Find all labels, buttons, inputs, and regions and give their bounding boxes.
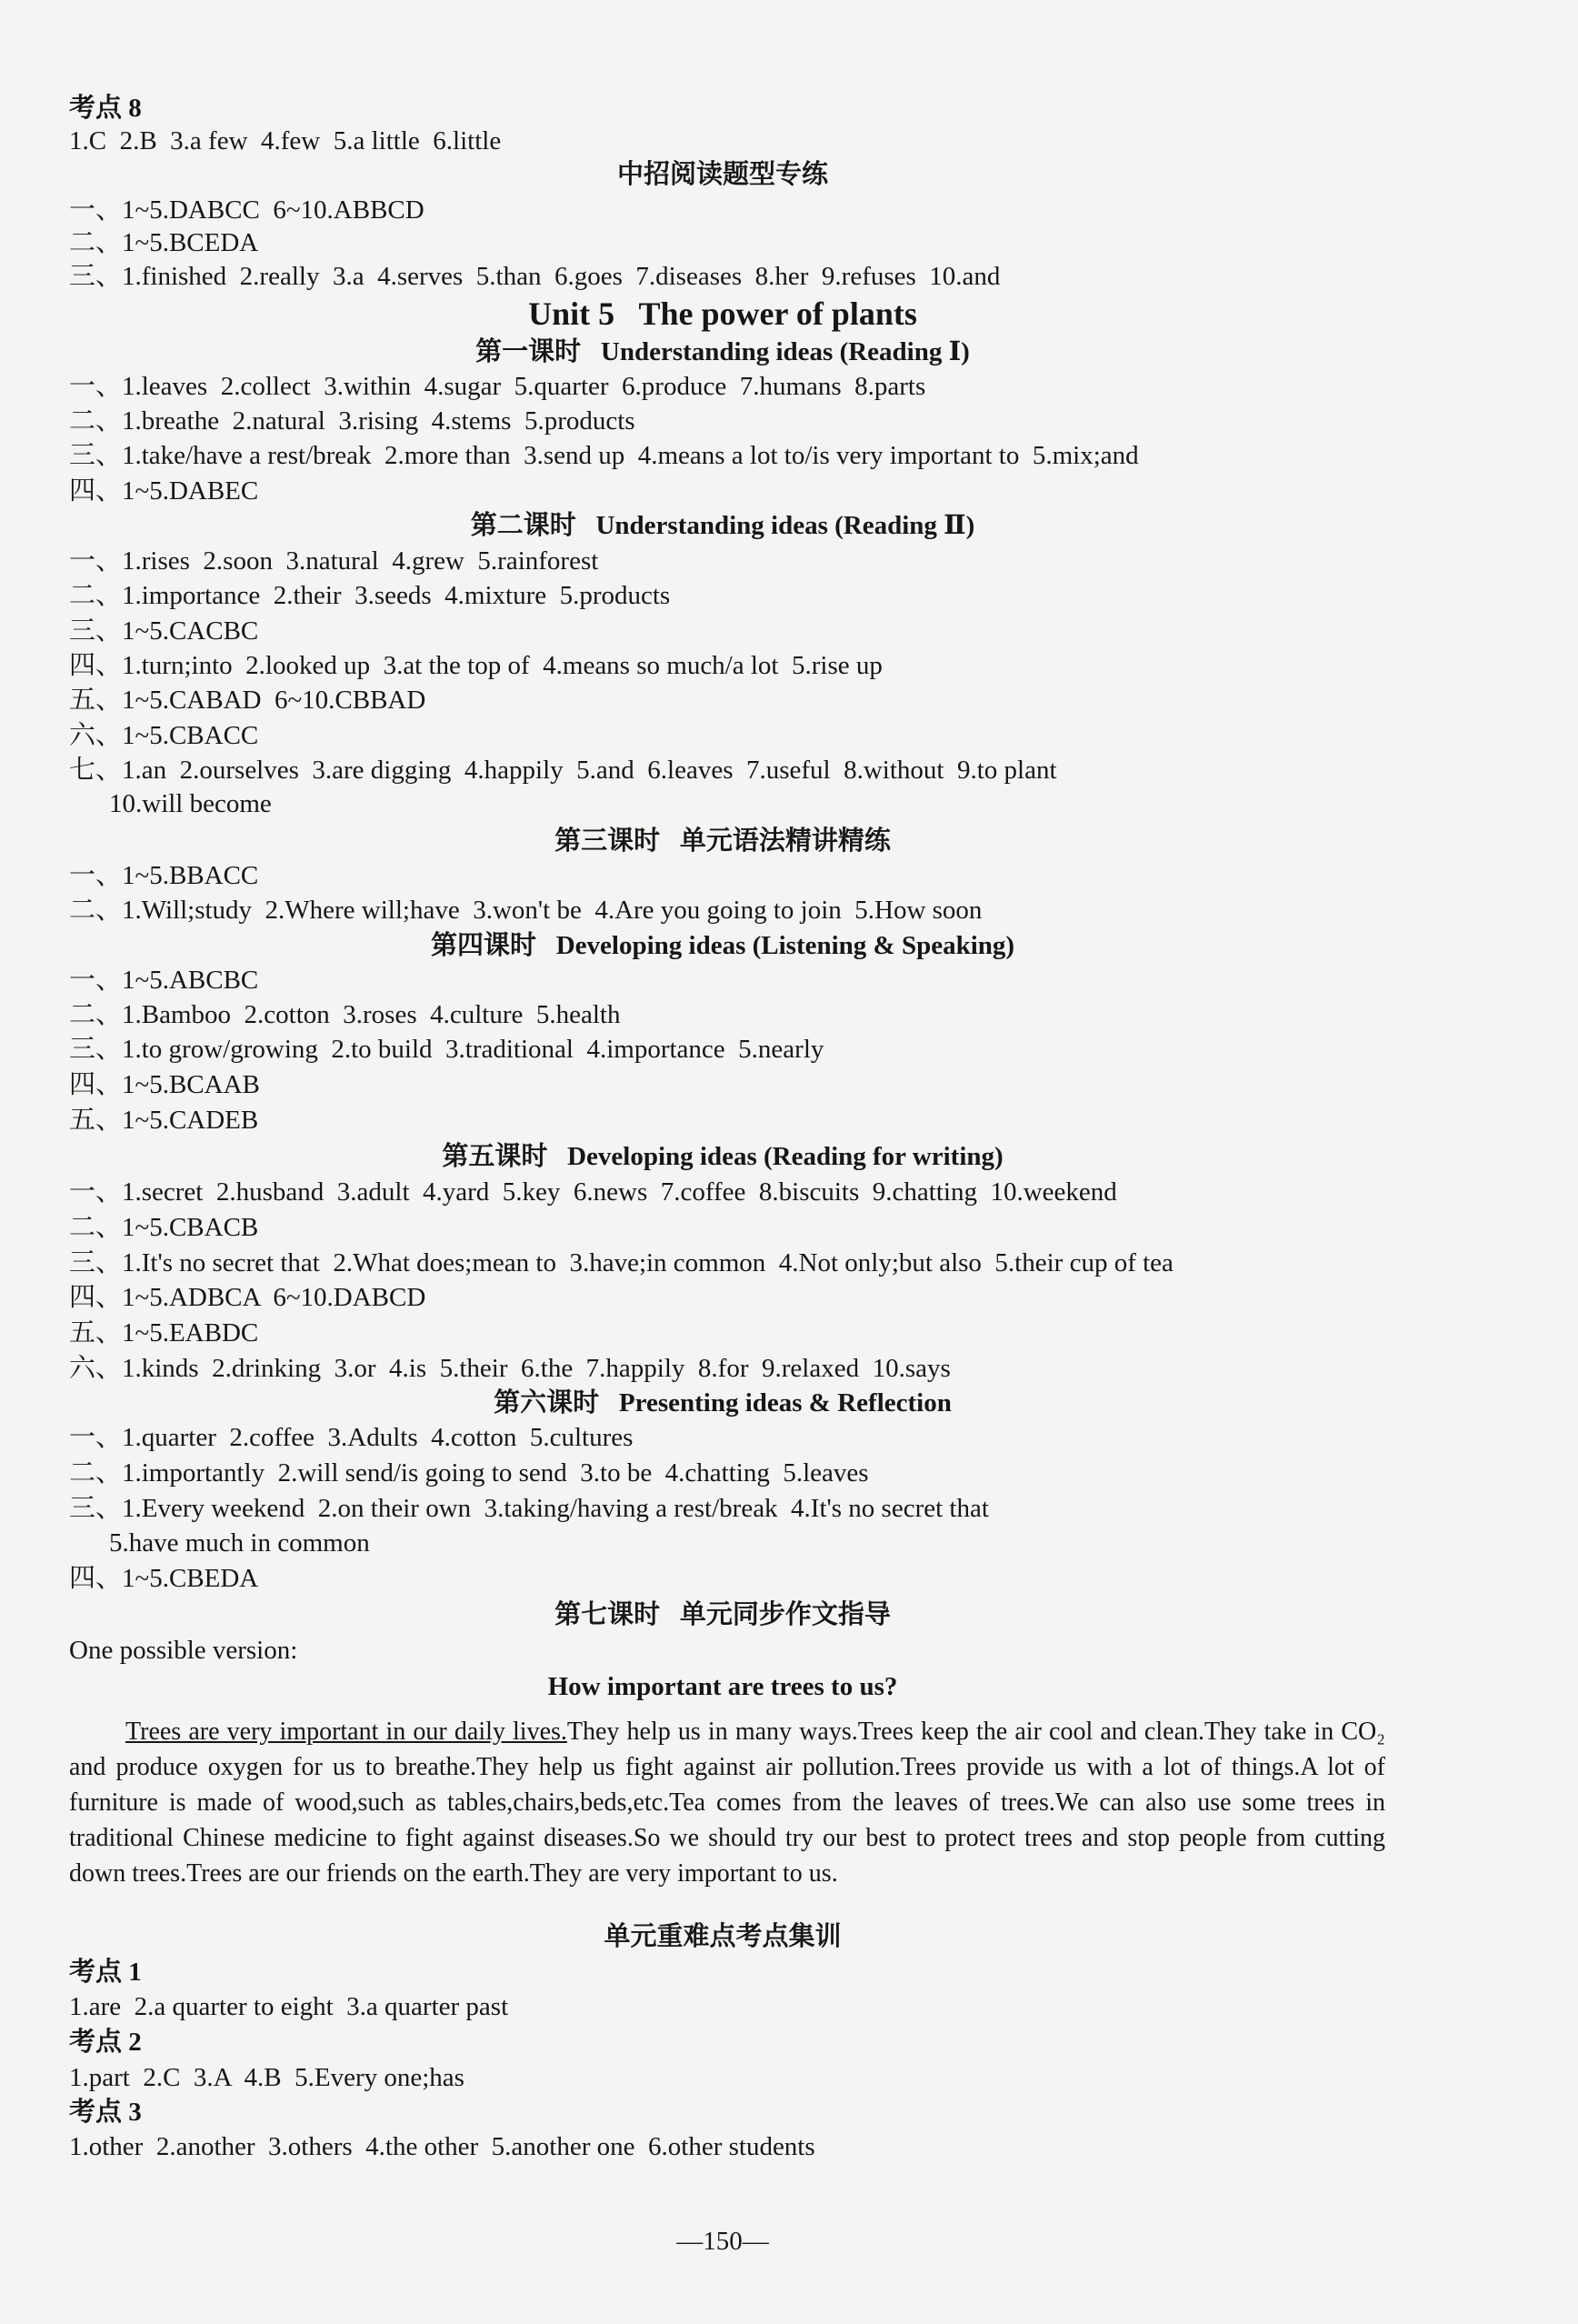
l5-3: 三、1.It's no secret that 2.What does;mean to 3.have;in common 4.Not only;but also 5.their cup of tea (69, 1248, 1174, 1277)
l5-1: 一、1.secret 2.husband 3.adult 4.yard 5.key 6.news 7.coffee 8.biscuits 9.chatting 10.weekend (69, 1177, 1117, 1207)
l6-3: 三、1.Every weekend 2.on their own 3.taking/having a rest/break 4.It's no secret that (69, 1494, 989, 1523)
l2-title: 第二课时 Understanding ideas (Reading Ⅱ) (470, 511, 975, 540)
l5-4: 四、1~5.ADBCA 6~10.DABCD (69, 1283, 426, 1312)
l2-3: 三、1~5.CACBC (69, 616, 259, 646)
l2-4: 四、1.turn;into 2.looked up 3.at the top of 4.means so much/a lot 5.rise up (69, 651, 883, 680)
l3-1: 一、1~5.BBACC (69, 861, 259, 890)
unit-title: Unit 5 The power of plants (528, 296, 917, 332)
l4-5: 五、1~5.CADEB (69, 1106, 259, 1135)
kd-title: 单元重难点考点集训 (604, 1922, 842, 1951)
l1-1: 一、1.leaves 2.collect 3.within 4.sugar 5.quarter 6.produce 7.humans 8.parts (69, 372, 926, 401)
l6-2: 二、1.importantly 2.will send/is going to send 3.to be 4.chatting 5.leaves (69, 1458, 869, 1488)
kd2-title: 考点 2 (69, 2028, 142, 2057)
l7-title: 第七课时 单元同步作文指导 (554, 1600, 891, 1629)
kd1-title: 考点 1 (69, 1958, 142, 1987)
l1-3: 三、1.take/have a rest/break 2.more than 3.send up 4.means a lot to/is very important to 5.mix;and (69, 441, 1139, 470)
l4-1: 一、1~5.ABCBC (69, 966, 259, 995)
l4-title: 第四课时 Developing ideas (Listening & Speaking) (430, 931, 1015, 960)
l6-title: 第六课时 Presenting ideas & Reflection (494, 1388, 952, 1417)
zz-title: 中招阅读题型专练 (616, 160, 828, 189)
l5-title: 第五课时 Developing ideas (Reading for writing) (442, 1142, 1004, 1171)
kd3-title: 考点 3 (69, 2098, 142, 2127)
kd3-answers: 1.other 2.another 3.others 4.the other 5.another one 6.other students (69, 2132, 815, 2161)
zz-1: 一、1~5.DABCC 6~10.ABBCD (69, 195, 424, 225)
l1-4: 四、1~5.DABEC (69, 476, 259, 506)
l4-3: 三、1.to grow/growing 2.to build 3.traditional 4.importance 5.nearly (69, 1035, 824, 1064)
l2-1: 一、1.rises 2.soon 3.natural 4.grew 5.rainforest (69, 546, 599, 576)
essay-paragraph (69, 1714, 1385, 1891)
l3-title: 第三课时 单元语法精讲精练 (554, 826, 891, 856)
essay-body: They help us in many ways.Trees keep the air cool and clean.They take in CO₂ and produce oxygen for us to breathe.They help us fight against air pollution.Trees provide us with a lot of things.A lot of furniture is made of wood,such as tables,chairs,beds,etc.Tea comes from the leaves of trees.We can also use some trees in traditional Chinese medicine to fight against diseases.So we should try our best to protect trees and stop people from cutting down trees.Trees are our friends on the earth.They are very important to us. (69, 1718, 1385, 1888)
opv: One possible version: (69, 1636, 298, 1665)
l2-7: 七、1.an 2.ourselves 3.are digging 4.happily 5.and 6.leaves 7.useful 8.without 9.to plant (69, 756, 1057, 785)
essay-title: How important are trees to us? (547, 1672, 898, 1701)
page-number: —150— (676, 2227, 769, 2256)
essay-topic-sentence: Trees are very important in our daily lives. (125, 1718, 567, 1746)
l6-1: 一、1.quarter 2.coffee 3.Adults 4.cotton 5.cultures (69, 1423, 634, 1452)
l1-title: 第一课时 Understanding ideas (Reading Ⅰ) (475, 337, 970, 366)
l2-2: 二、1.importance 2.their 3.seeds 4.mixture 5.products (69, 581, 671, 610)
l1-2: 二、1.breathe 2.natural 3.rising 4.stems 5.products (69, 406, 635, 436)
l4-2: 二、1.Bamboo 2.cotton 3.roses 4.culture 5.health (69, 1000, 621, 1029)
l6-3b: 5.have much in common (109, 1528, 370, 1558)
l2-6: 六、1~5.CBACC (69, 721, 259, 750)
kd1-answers: 1.are 2.a quarter to eight 3.a quarter past (69, 1992, 509, 2021)
l5-6: 六、1.kinds 2.drinking 3.or 4.is 5.their 6.the 7.happily 8.for 9.relaxed 10.says (69, 1354, 951, 1383)
kd8-answers: 1.C 2.B 3.a few 4.few 5.a little 6.little (69, 126, 502, 155)
zz-2: 二、1~5.BCEDA (69, 228, 259, 257)
l6-4: 四、1~5.CBEDA (69, 1564, 259, 1593)
zz-3: 三、1.finished 2.really 3.a 4.serves 5.than 6.goes 7.diseases 8.her 9.refuses 10.and (69, 262, 1001, 291)
l2-7b: 10.will become (109, 789, 272, 818)
kd2-answers: 1.part 2.C 3.A 4.B 5.Every one;has (69, 2063, 464, 2092)
l3-2: 二、1.Will;study 2.Where will;have 3.won't be 4.Are you going to join 5.How soon (69, 896, 983, 925)
l4-4: 四、1~5.BCAAB (69, 1070, 260, 1099)
l2-5: 五、1~5.CABAD 6~10.CBBAD (69, 686, 426, 715)
l5-2: 二、1~5.CBACB (69, 1213, 259, 1242)
kd8-title: 考点 8 (69, 94, 142, 123)
l5-5: 五、1~5.EABDC (69, 1318, 259, 1347)
